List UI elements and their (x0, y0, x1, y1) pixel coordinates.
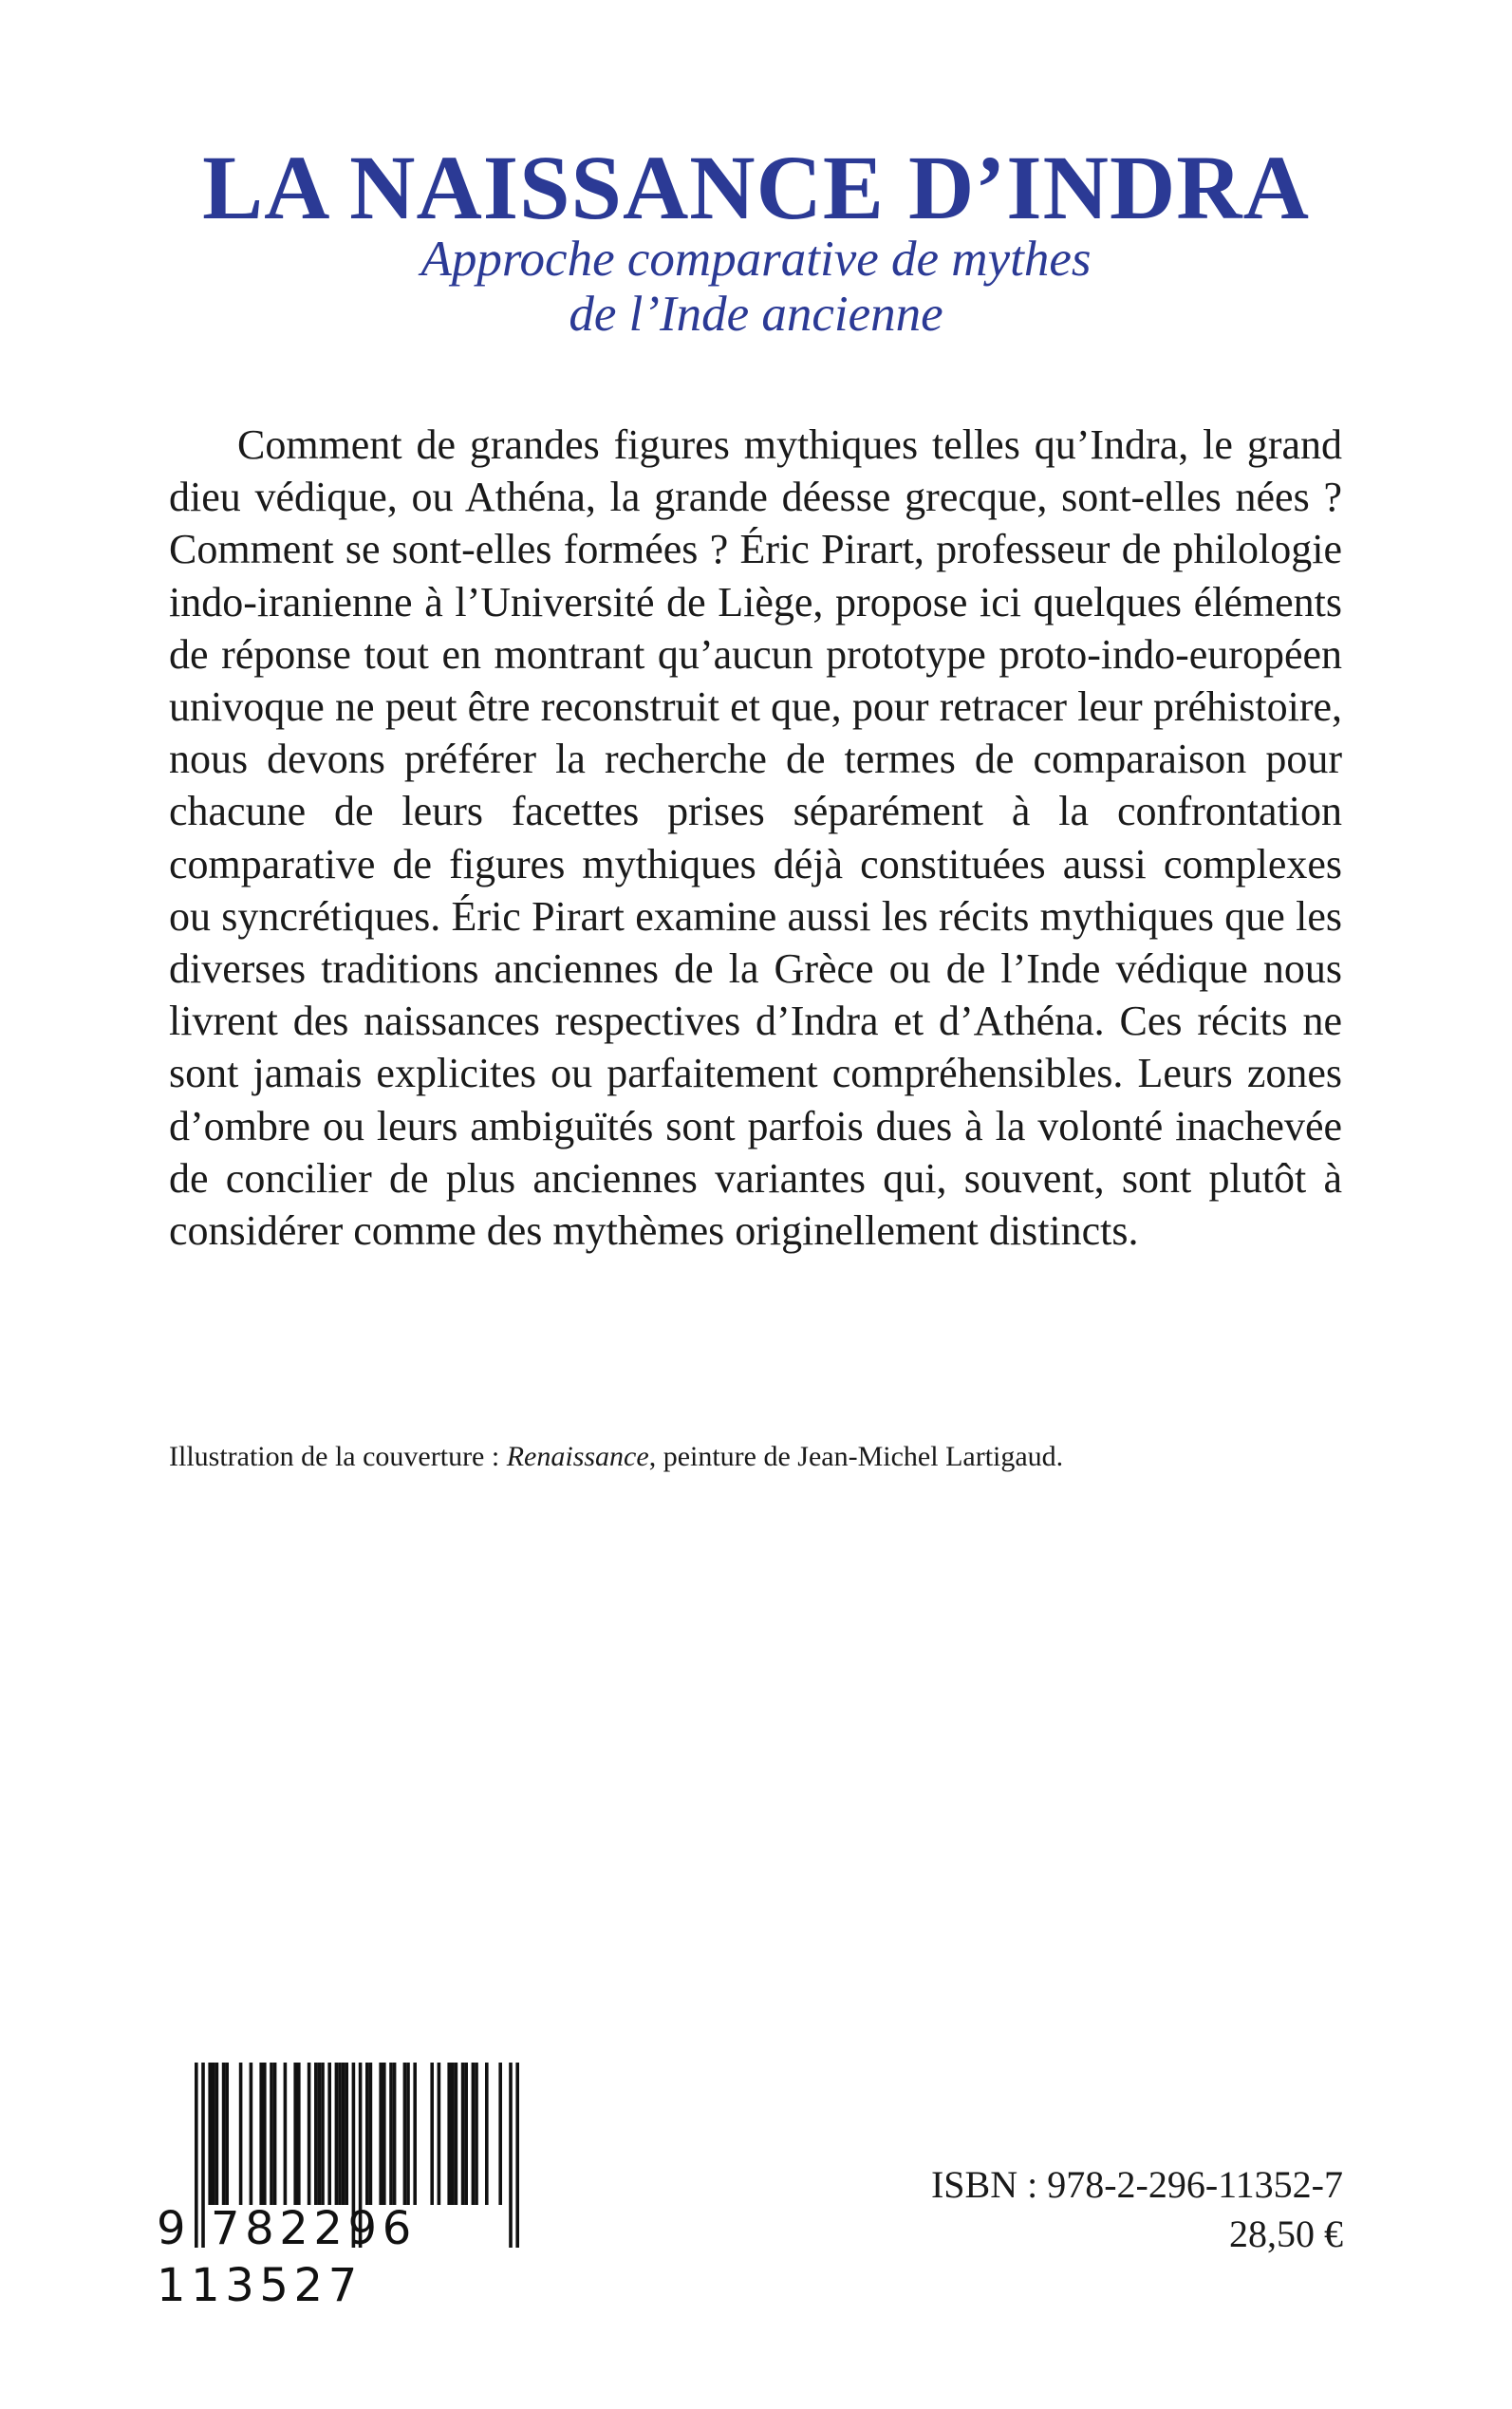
price: 28,50 € (1229, 2213, 1343, 2255)
barcode-bar (250, 2063, 253, 2205)
barcode-bar (335, 2063, 339, 2205)
isbn: ISBN : 978-2-296-11352-7 (930, 2163, 1343, 2206)
barcode-bar (321, 2063, 325, 2205)
barcode-bar (430, 2063, 434, 2205)
barcode-bar (403, 2063, 407, 2205)
barcode-bar (222, 2063, 226, 2205)
barcode-bar (314, 2063, 318, 2205)
barcode-bar (345, 2063, 348, 2205)
illustration-credit (169, 1440, 1342, 1474)
barcode-bar (451, 2063, 455, 2205)
credit-suffix: , peinture de Jean-Michel Lartigaud. (648, 1441, 1064, 1472)
subtitle-line-2: de l’Inde ancienne (569, 287, 943, 342)
barcode-bar (393, 2063, 397, 2205)
barcode-bar (342, 2063, 345, 2205)
barcode-bar (379, 2063, 383, 2205)
barcode-bar (338, 2063, 342, 2205)
book-subtitle (0, 232, 1512, 342)
barcode-bar (461, 2063, 465, 2205)
barcode-bar (263, 2063, 267, 2205)
barcode-bar (293, 2063, 297, 2205)
barcode-bar (273, 2063, 277, 2205)
barcode-bar (464, 2063, 468, 2205)
barcode-bar (225, 2063, 229, 2205)
barcode-bar (485, 2063, 489, 2205)
barcode-bar (475, 2063, 478, 2205)
barcode-bar (369, 2063, 373, 2205)
barcode-bar (297, 2063, 301, 2205)
barcode-bar (498, 2063, 502, 2205)
barcode-bar (383, 2063, 386, 2205)
barcode-bar (239, 2063, 243, 2205)
barcode-bar (259, 2063, 263, 2205)
barcode-bar (270, 2063, 273, 2205)
barcode-bar (215, 2063, 219, 2205)
barcode-bar (406, 2063, 410, 2205)
barcode-digits: 9 782296 113527 (157, 2202, 417, 2312)
barcode-bar (438, 2063, 441, 2205)
barcode-bar (212, 2063, 215, 2205)
blurb-paragraph: Comment de grandes figures mythiques telles qu’Indra, le grand dieu védique, ou Athéna, la grande déesse grecque, sont-elles nées ? Comment se sont-elles formées ? Éric Pirart, professeur de philologie indo-iranienne à l’Université de Liège, propose ici quelques éléments de réponse tout en montrant qu’aucun prototype proto-indo-européen univoque ne peut être reconstruit et que, pour retracer leur préhistoire, nous devons préférer la recherche de termes de comparaison pour chacune de leurs facettes prises séparément à la confrontation comparative de figures mythiques déjà constituées aussi complexes ou syncrétiques. Éric Pirart examine aussi les récits mythiques que les diverses traditions anciennes de la Grèce ou de l’Inde védique nous livrent des naissances respectives d’Indra et d’Athéna. Ces récits ne sont jamais explicites ou parfaitement compréhensibles. Leurs zones d’ombre ou leurs ambiguïtés sont parfois dues à la volonté inachevée de concilier de plus anciennes variantes qui, souvent, sont plutôt à considérer comme des mythèmes originellement distincts. (169, 421, 1342, 1255)
barcode-bar (413, 2063, 417, 2205)
barcode-bar (365, 2063, 369, 2205)
barcode-bar (389, 2063, 393, 2205)
barcode-bar (472, 2063, 476, 2205)
barcode-bar (447, 2063, 451, 2205)
barcode-bar (455, 2063, 458, 2205)
subtitle-line-1: Approche comparative de mythes (420, 232, 1092, 287)
credit-prefix: Illustration de la couverture : (169, 1441, 507, 1472)
book-title: LA NAISSANCE D’INDRA (202, 137, 1310, 238)
barcode-bar (318, 2063, 322, 2205)
barcode-bar (208, 2063, 212, 2205)
credit-work-title: Renaissance (506, 1441, 649, 1472)
barcode-bar (327, 2063, 331, 2205)
barcode-bar (308, 2063, 311, 2205)
barcode-bar (284, 2063, 288, 2205)
